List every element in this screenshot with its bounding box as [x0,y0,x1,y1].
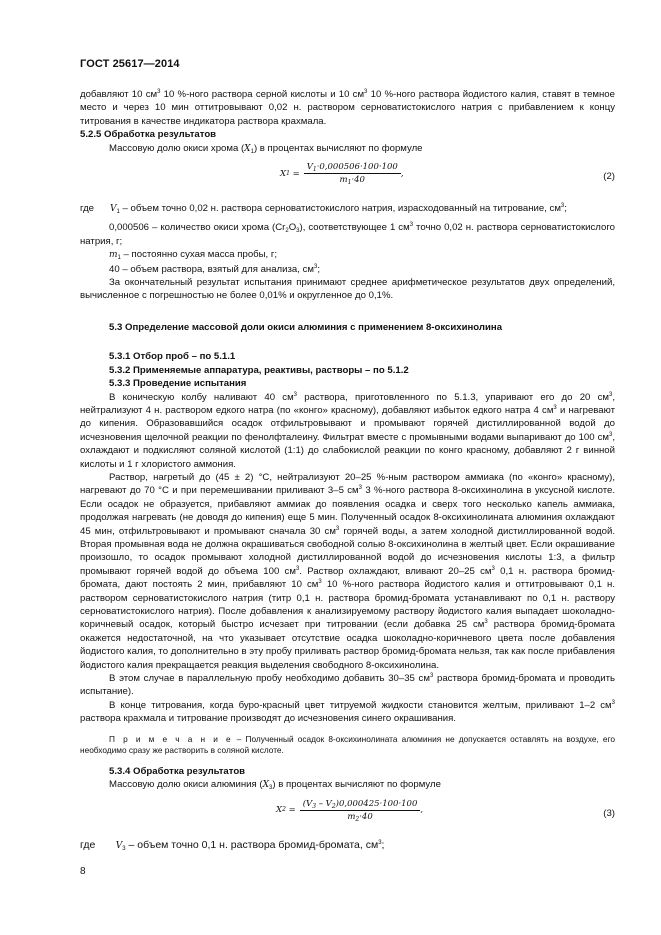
final-result-rule: За окончательный результат испытания принимают среднее арифметическое результатов двух определений, вычисленное с погрешностью не более 0,01% и округленное до 0,1%. [80,277,615,302]
where-m1: $m_1$ – постоянно сухая масса пробы, г; [109,249,278,262]
heading-5-3-4: 5.3.4 Обработка результатов [109,765,246,777]
formula-2 [80,160,615,196]
formula-intro-3: Массовую долю окиси алюминия $(X_3)$ в процентах вычисляют по формуле [109,779,441,792]
document-page [80,58,615,853]
where-v3: где $V_3$ – объем точно 0,1 н. раствора бромид-бромата, $см^3$; [80,838,385,852]
procedure-paragraph-2: Раствор, нагретый до (45 ± 2) °С, нейтрализуют 20–25 %-ным раствором аммиака (по «конго» красному), нагревают до 70 °С и при перемешивании приливают 3–5 $см^3$ 3 %-ного раствора 8-оксихинолина в уксусной кислоте. Если осадок не образуется, прибавляют аммиак до появления осадка и сверх того несколько капель аммиака, продолжая нагревать (не доводя до кипения) еще 5 мин. Полученный осадок 8-оксихинолината алюминия охлаждают 45 мин, отфильтровывают и промывают сначала 30 $см^3$ горячей воды, а затем холодной дистиллированной водой. Вторая промывная вода не должна окрашиваться свободной солью 8-оксихинолина в желтый цвет. Если окрашивание произошло, то осадок промывают холодной дистиллированной водой до исчезновения кислоты 1:3, а фильтр промывают горячей водой до объема 100 $см^3$. Раствор охлаждают, вливают 20–25 $см^3$ 0,1 н. раствора бромид-бромата, дают постоять 2 мин, прибавляют 10 $см^3$ 10 %-ного раствора йодистого калия и оттитровывают 0,1 н. раствором серноватистокислого натрия (титр 0,1 н. раствора бромид-бромата устанавливают по 0,1 н. раствору серноватистокислого натрия). После добавления к анализируемому раствору йодистого калия выпадает шоколадно-коричневый осадок, который быстро исчезает при титровании (если добавка 25 $см^3$ раствора бромид-бромата окажется недостаточной, на что указывает отсутствие осадка шоколадно-коричневого цвета после добавления йодистого калия, то дополнительно в эту пробу приливать раствор бромид-бромата нельзя, так как после прибавления йодистого калия прекращается реакция выделения свободного 8-оксихинолина. [80,471,616,671]
formula-2-math: X 1 = $\frac{V_1\cdot 0,000506\cdot 100\cdot 100}{m_1\cdot 40}$ , [280,162,404,187]
where-coefficient: 0,000506 – количество окиси хрома $(Cr_2O_3)$, соответствующее 1 $см^3$ точно 0,02 н. раствора серноватистокислого натрия, г; [80,222,615,247]
heading-5-3: 5.3 Определение массовой доли окиси алюминия с применением 8-оксихинолина [109,321,503,333]
where-40: 40 – объем раствора, взятый для анализа, $см^3$; [109,263,320,275]
note: П р и м е ч а н и е – Полученный осадок 8-оксихинолината алюминия не допускается оставлять на воздухе, его необходимо сразу же растворить в соляной кислоте. [80,733,616,756]
formula-3 [80,797,615,833]
document-header: ГОСТ 25617—2014 [80,58,180,70]
heading-5-3-1: 5.3.1 Отбор проб – по 5.1.1 [109,351,236,363]
paragraph-continuation: добавляют 10 $см^3$ 10 %-ного раствора серной кислоты и 10 $см^3$ 10 %-ного раствора йодистого калия, ставят в темное место и через 10 мин оттитровывают 0,02 н. раствором серноватистокислого натрия с прибавлением к концу титрования в качестве индикатора раствора крахмала. [80,89,615,127]
procedure-paragraph-4: В конце титрования, когда буро-красный цвет титруемой жидкости становится желтым, приливают 1–2 $см^3$ раствора крахмала и титрование производят до исчезновения синего окрашивания. [80,699,615,725]
formula-3-number: (3) [603,807,615,819]
where-v1: где $V_1$ – объем точно 0,02 н. раствора серноватистокислого натрия, израсходованный на титрование, $см^3$; [80,203,567,216]
formula-3-math: X 2 = $\frac{(V_3 - V_2)0,000425\cdot 100\cdot 100}{m_2\cdot 40}$ , [276,798,424,823]
formula-2-number: (2) [603,171,615,183]
procedure-paragraph-3: В этом случае в параллельную пробу необходимо добавить 30–35 $см^3$ раствора бромид-бромата и проводить испытание). [80,673,615,698]
heading-5-3-3: 5.3.3 Проведение испытания [109,378,247,390]
page-number: 8 [80,866,86,877]
heading-5-2-5: 5.2.5 Обработка результатов [80,129,217,141]
procedure-paragraph-1: В коническую колбу наливают 40 $см^3$ раствора, приготовленного по 5.1.3, упаривают его до 20 $см^3$, нейтрализуют 4 н. раствором едкого натра (по «конго» красному), добавляют избыток едкого натра 4 $см^3$ и нагревают до кипения. Образовавшийся осадок отфильтровывают и промывают горячей дистиллированной водой до исчезновения щелочной реакции по фенолфталеину. Фильтрат вместе с промывными водами выпаривают до 100 $см^3$, охлаждают и подкисляют соляной кислотой (1:1) до слабокислой реакции по конго красному, добавляют 2 г винной кислоты и 1 г хлористого аммония. [80,391,615,470]
heading-5-3-2: 5.3.2 Применяемые аппаратура, реактивы, растворы – по 5.1.2 [109,364,409,376]
formula-intro-2: Массовую долю окиси хрома $(X_1)$ в процентах вычисляют по формуле [109,142,423,155]
